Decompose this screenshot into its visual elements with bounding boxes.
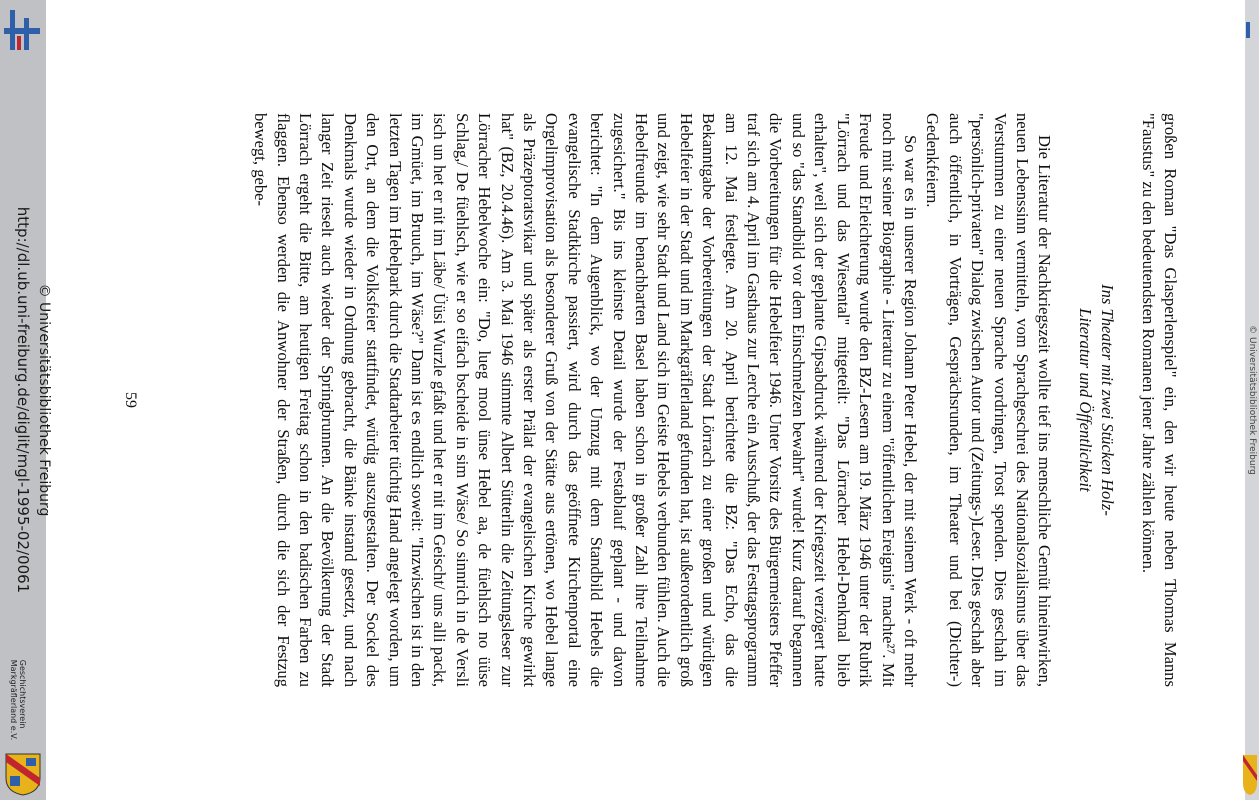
publisher-line-2: Markgräflerland e.V. xyxy=(9,659,18,741)
heading-line-1: Ins Theater mit zwei Stücken Holz- xyxy=(1098,284,1118,516)
publisher-label xyxy=(9,660,27,741)
library-logo-icon xyxy=(4,8,40,52)
next-page-marker-icon[interactable] xyxy=(1244,20,1254,40)
document-url[interactable]: http://dl.ub.uni-freiburg.de/diglit/mgl-1995-02/0061 xyxy=(14,206,32,594)
coat-of-arms-icon xyxy=(4,752,42,796)
body-paragraph-2: So war es in unserer Region Johann Peter Hebel, der mit seinem Werk - oft mehr noch mit seiner Biographie - Literatur zu einem "öffentlichen Ereignis" machte²⁷. Mit Freude und Erleichterung wurde den BZ-Lesern am 19. März 1946 unter der Rubrik "Lörrach und das Wiesental" mitgeteilt: "Das Lörracher Hebel-Denkmal blieb erhalten", weil sich der geplante Gipsabdruck während der Kriegszeit verzögert hatte und so "das Standbild vor dem Einschmelzen bewahrt" wurde! Kurz darauf begannen die Vorbereitungen für die Hebelfeier 1946. Unter Vorsitz des Bürgermeisters Pfeffer traf sich am 4. April im Gasthaus zur Lerche ein Ausschuß, der das Festtagsprogramm am 12. Mai festlegte. Am 20. April berichtete die BZ: "Das Echo, das die Bekanntgabe der Vorbereitungen der Stadt Lörrach zu einer großen und würdigen Hebelfeier in der Stadt und im Markgräflerland gefunden hat, ist außerordentlich groß und zeigt, wie sehr Stadt und Land sich im Geiste Hebels verbunden fühlen. Auch die Hebelfreunde im benachbarten Basel haben schon in großer Zahl ihre Teilnahme zugesichert." Bis ins kleinste Detail wurde der Festablauf geplant - und davon berichtet: "In dem Augenblick, wo der Umzug mit dem Standbild Hebels die evangelische Stadtkirche passiert, wird durch das geöffnete Kirchenportal eine Orgelimprovisation als besonderer Gruß von der Stätte aus ertönen, wo Hebel lange als Präzeptoratsvikar und später als erster Prälat der evangelischen Kirche gewirkt hat" (BZ, 20.4.46). Am 3. Mai 1946 stimmte Albert Sütterlin die Zeitungsleser zur Lörracher Hebelwoche ein: "Do, lueg mool ünse Hebel aa, de füehlsch no üüse Schlag,/ De füehlsch, wie er so eifach bscheide in sim Wäse/ So sinnrich in de Versli isch un het er nit im Läbe/ Üüsi Wurzle gfaßt und het er nit im Geischt/ uns alli packt, im Gmüet, im Bruuch, im Wäse?" Dann ist es endlich soweit: "Inzwischen ist in den letzten Tagen im Hebelpark durch die Stadtarbeiter tüchtig Hand angelegt worden, um den Ort, an dem die Volksfeier stattfindet, würdig auszugestalten. Der Sockel des Denkmals wurde wieder in Ordnung gebracht, die Bänke instand gesetzt, und nach langer Zeit rieselt auch wieder der Springbrunnen. An die Bevölkerung der Stadt Lörrach ergeht die Bitte, am heutigen Freitag schon in den badischen Farben zu flaggen. Ebenso werden die Anwohner der Straßen, durch die sich der Festzug bewegt, gebe- xyxy=(251,113,920,687)
section-heading xyxy=(1073,113,1118,687)
right-copyright-notice: © Universitätsbibliothek Freiburg xyxy=(1247,325,1257,475)
scanned-page xyxy=(99,85,1189,715)
right-coat-of-arms-icon xyxy=(1243,755,1257,795)
publisher-line-1: Geschichtsverein xyxy=(18,659,27,729)
heading-line-2: Literatur und Öffentlichkeit xyxy=(1075,308,1095,492)
body-paragraph-1: Die Literatur der Nachkriegszeit wollte tief ins menschliche Gemüt hineinwirken, neuen Lebenssinn vermitteln, vom Sprachgeschrei des Nationalsozialismus über das Verstummen zu einer neuen Sprache vordringen, Trost spenden. Dies geschah im "persönlich-privaten" Dialog zwischen Autor und (Zeitungs-)Leser. Dies geschah aber auch öffentlich, in Vorträgen, Gesprächsrunden, im Theater und bei (Dichter-) Gedenkfeiern. xyxy=(923,113,1055,687)
opening-paragraph: großen Roman "Das Glasperlenspiel" ein, den wir heute neben Thomas Manns "Faustus" zu den bedeutendsten Romanen jener Jahre zählen können. xyxy=(1138,113,1180,687)
copyright-notice: © Universitätsbibliothek Freiburg xyxy=(36,283,52,517)
page-number: 59 xyxy=(122,392,140,408)
